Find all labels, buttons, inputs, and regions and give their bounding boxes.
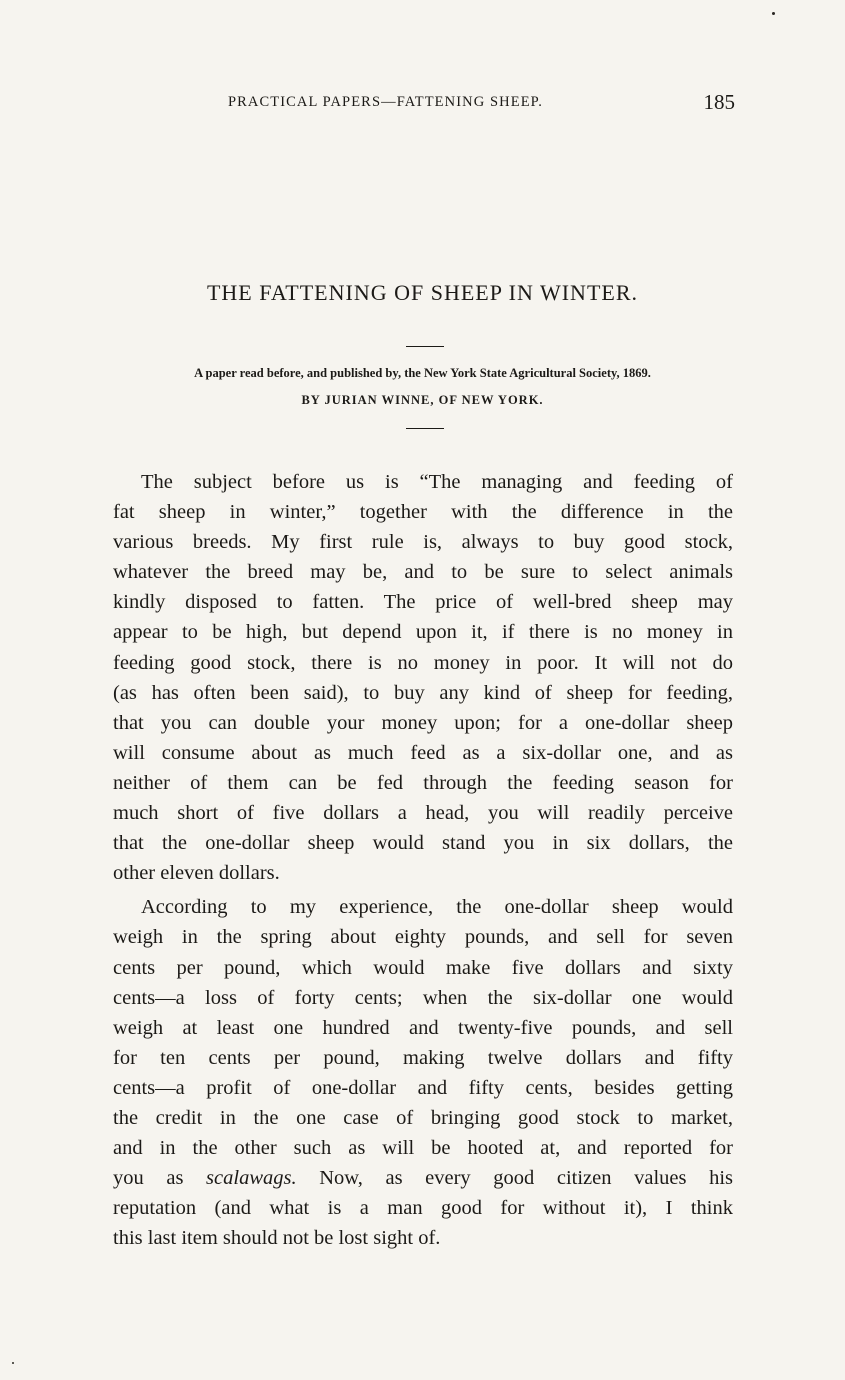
running-head xyxy=(110,90,735,116)
text-line: feeding good stock, there is no money in poor. It will not do xyxy=(113,651,733,674)
paragraph-1 xyxy=(113,467,733,888)
text-run: you as xyxy=(113,1167,207,1190)
byline-divider xyxy=(406,428,444,429)
text-line: will consume about as much feed as a six-dollar one, and as xyxy=(113,741,733,764)
text-line: cents per pound, which would make five dollars and sixty xyxy=(113,956,733,979)
article-body xyxy=(113,467,733,1253)
print-speck xyxy=(12,1362,14,1364)
print-speck xyxy=(772,12,775,15)
italic-word: scalawags. xyxy=(206,1167,297,1190)
text-line: weigh in the spring about eighty pounds, and sell for seven xyxy=(113,926,733,949)
article-subtitle: A paper read before, and published by, the New York State Agricultural Society, 1869. xyxy=(194,366,651,380)
text-line: the credit in the one case of bringing good stock to market, xyxy=(113,1106,733,1129)
article-byline: BY JURIAN WINNE, OF NEW YORK. xyxy=(301,393,544,407)
text-line: neither of them can be fed through the feeding season for xyxy=(113,771,733,794)
text-line: The subject before us is “The managing and feeding of xyxy=(141,471,733,493)
text-line: appear to be high, but depend upon it, if there is no money in xyxy=(113,621,733,644)
text-line: cents—a loss of forty cents; when the six-dollar one would xyxy=(113,986,733,1009)
paragraph-2 xyxy=(113,892,733,1253)
text-line: and in the other such as will be hooted at, and reported for xyxy=(113,1137,733,1160)
text-line: that the one-dollar sheep would stand you in six dollars, the xyxy=(113,832,733,855)
text-line: for ten cents per pound, making twelve dollars and fifty xyxy=(113,1046,733,1069)
text-line: weigh at least one hundred and twenty-five pounds, and sell xyxy=(113,1016,733,1039)
running-title: PRACTICAL PAPERS—FATTENING SHEEP. xyxy=(228,94,543,110)
text-line xyxy=(113,1163,733,1193)
text-line: much short of five dollars a head, you will readily perceive xyxy=(113,802,733,825)
text-run: Now, as every good citizen values his xyxy=(296,1167,734,1190)
text-line: that you can double your money upon; for a one-dollar sheep xyxy=(113,711,733,734)
text-line: (as has often been said), to buy any kind of sheep for feeding, xyxy=(113,681,733,704)
title-divider xyxy=(406,346,444,347)
text-line: this last item should not be lost sight of. xyxy=(113,1227,441,1250)
article-title: THE FATTENING OF SHEEP IN WINTER. xyxy=(206,280,638,305)
text-line: fat sheep in winter,” together with the difference in the xyxy=(113,501,733,524)
text-line: reputation (and what is a man good for without it), I think xyxy=(113,1197,733,1220)
text-line: other eleven dollars. xyxy=(113,862,280,885)
text-line: whatever the breed may be, and to be sure to select animals xyxy=(113,561,733,584)
text-line: various breeds. My first rule is, always to buy good stock, xyxy=(113,531,733,554)
page-number: 185 xyxy=(703,90,735,114)
text-line: According to my experience, the one-dollar sheep would xyxy=(141,896,733,919)
text-line: cents—a profit of one-dollar and fifty cents, besides getting xyxy=(113,1076,733,1099)
text-line: kindly disposed to fatten. The price of well-bred sheep may xyxy=(113,591,733,614)
